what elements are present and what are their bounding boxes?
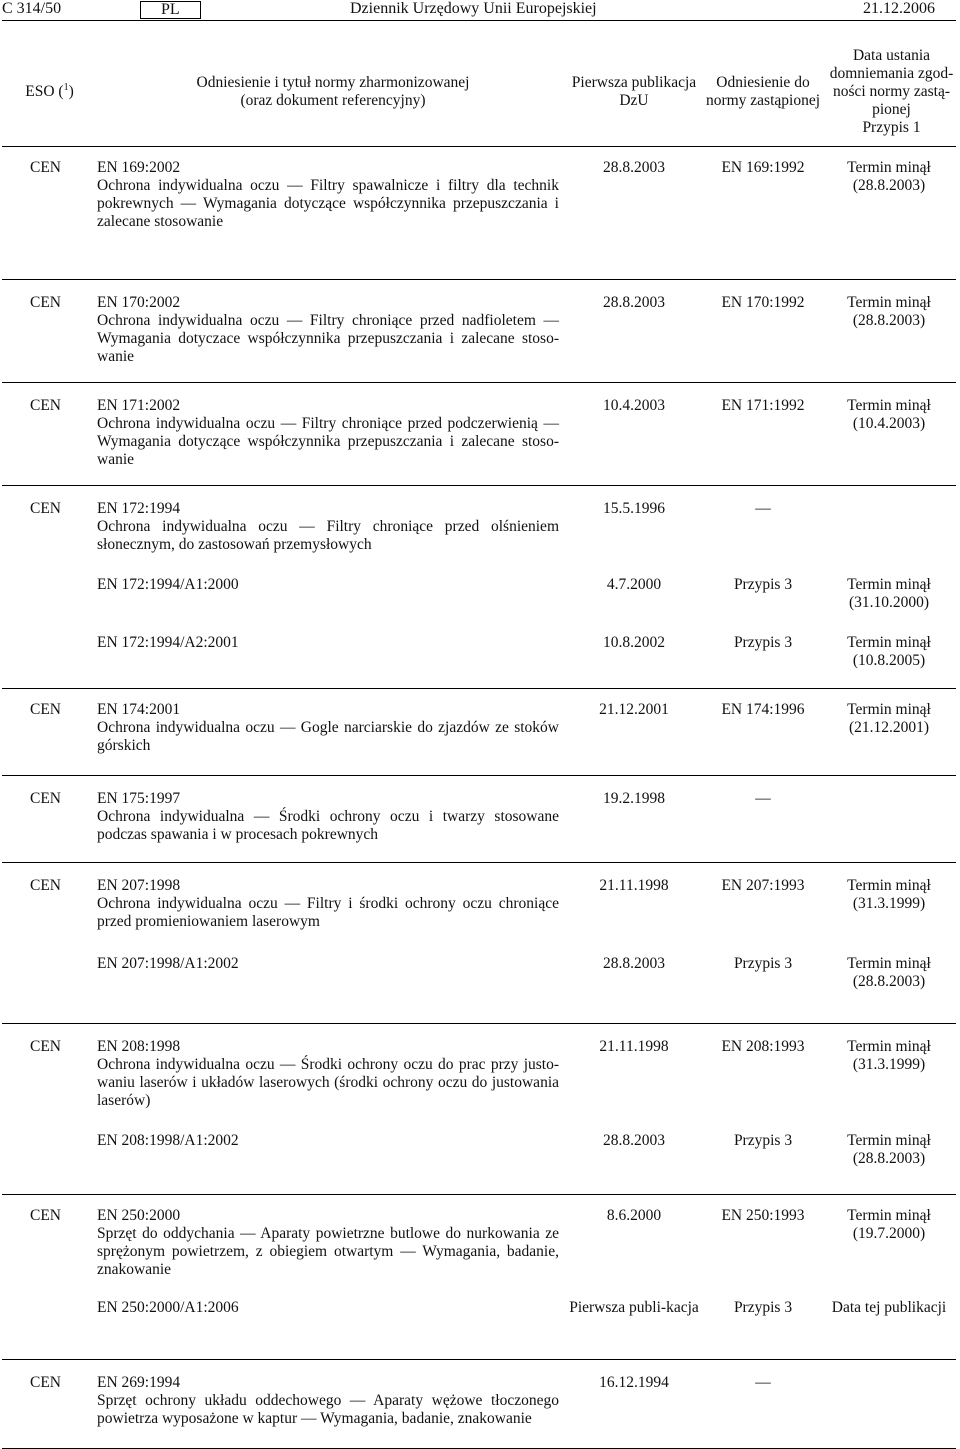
standard-entry — [2, 790, 956, 862]
superseded-standard: EN 170:1992 — [721, 294, 805, 311]
standard-reference: EN 174:2001 — [97, 701, 181, 718]
standard-title: Ochrona indywidualna oczu — Gogle narciarskie do zjazdów ze stoków górskich — [97, 719, 559, 754]
table-row — [2, 776, 956, 863]
standard-title-cell — [97, 576, 559, 594]
first-publication-date: 10.8.2002 — [603, 634, 665, 651]
standard-entry — [2, 159, 956, 279]
standard-reference: EN 175:1997 — [97, 790, 181, 807]
standard-entry — [2, 500, 956, 576]
first-publication-date: 21.12.2001 — [599, 701, 669, 718]
cessation-status: Termin minął — [847, 159, 931, 176]
table-row — [2, 280, 956, 383]
cessation-date: (10.4.2003) — [852, 415, 926, 432]
standard-reference: EN 208:1998/A1:2002 — [97, 1132, 239, 1149]
cessation-date: (28.8.2003) — [852, 177, 926, 194]
standard-reference: EN 208:1998 — [97, 1038, 181, 1055]
cessation-date: (31.3.1999) — [852, 1056, 926, 1073]
table-row — [2, 147, 956, 280]
superseded-standard: Przypis 3 — [733, 955, 793, 972]
cessation-date: (19.7.2000) — [852, 1225, 926, 1242]
standard-reference: EN 250:2000/A1:2006 — [97, 1299, 239, 1316]
standard-title-cell — [97, 1299, 559, 1317]
standard-title-cell — [97, 1038, 559, 1110]
page-reference: C 314/50 — [2, 0, 62, 17]
first-publication-date: 28.8.2003 — [603, 955, 665, 972]
cessation-date-cell — [822, 1207, 956, 1243]
standard-reference: EN 170:2002 — [97, 294, 181, 311]
first-publication-date: 19.2.1998 — [603, 790, 665, 807]
table-row — [2, 486, 956, 689]
standard-reference: EN 250:2000 — [97, 1207, 181, 1224]
cessation-date-cell — [822, 159, 956, 195]
cessation-date-cell — [822, 1132, 956, 1168]
superseded-standard: — — [755, 1374, 771, 1391]
standard-entry — [2, 877, 956, 955]
eso-cell: CEN — [30, 500, 61, 517]
table-body — [2, 147, 956, 1449]
superseded-standard: EN 171:1992 — [721, 397, 805, 414]
first-publication-date: 15.5.1996 — [603, 500, 665, 517]
cessation-status: Data tej publikacji — [831, 1299, 947, 1316]
standard-title: Ochrona indywidualna oczu — Filtry spawalnicze i filtry dla technik pokrewnych — Wymagania dotyczące współczynnika przepuszczania i zalecane stosowanie — [97, 177, 559, 230]
page-header — [2, 0, 956, 21]
superseded-standard: — — [755, 790, 771, 807]
standard-entry — [2, 701, 956, 775]
superseded-standard: Przypis 3 — [733, 1299, 793, 1316]
language-code: PL — [140, 1, 201, 19]
standard-title: Sprzęt do oddychania — Aparaty powietrzne butlowe do nurkowania ze sprężonym powietrzem, z obiegiem otwartym — Wymagania, badanie, znakowanie — [97, 1225, 559, 1278]
cessation-date-cell — [822, 701, 956, 737]
standard-entry — [2, 1207, 956, 1299]
standard-entry — [2, 1132, 956, 1194]
superseded-standard: EN 250:1993 — [721, 1207, 805, 1224]
eso-cell: CEN — [30, 877, 61, 894]
cessation-date-cell — [822, 1299, 956, 1317]
standard-title-cell — [97, 877, 559, 931]
first-publication-date: 10.4.2003 — [603, 397, 665, 414]
standard-title-cell — [97, 397, 559, 469]
standard-entry — [2, 576, 956, 634]
eso-cell: CEN — [30, 790, 61, 807]
superseded-standard: EN 174:1996 — [721, 701, 805, 718]
standard-entry — [2, 955, 956, 1023]
standard-title: Sprzęt ochrony układu oddechowego — Aparaty wężowe tłoczonego powietrza wyposażone w kaptur — Wymagania, badanie, znakowanie — [97, 1392, 559, 1427]
standards-table — [2, 38, 956, 1449]
first-publication-date: Pierwsza publi-kacja — [569, 1299, 699, 1316]
cessation-date-cell — [822, 576, 956, 612]
standard-title: Ochrona indywidualna oczu — Filtry i środki ochrony oczu chroniące przed promieniowaniem laserowym — [97, 895, 559, 930]
cessation-date: (28.8.2003) — [852, 973, 926, 990]
eso-cell: CEN — [30, 397, 61, 414]
cessation-date: (28.8.2003) — [852, 1150, 926, 1167]
standard-title: Ochrona indywidualna oczu — Środki ochrony oczu do prac przy justo-waniu laserów i układów laserowych (środki ochrony oczu do justowania laserów) — [97, 1056, 559, 1109]
standard-reference: EN 171:2002 — [97, 397, 181, 414]
cessation-date: (31.3.1999) — [852, 895, 926, 912]
eso-cell: CEN — [30, 701, 61, 718]
column-header-eso: ESO ($^1$) — [25, 81, 74, 100]
standard-title-cell — [97, 159, 559, 231]
publication-date: 21.12.2006 — [863, 0, 935, 17]
eso-cell: CEN — [30, 1207, 61, 1224]
standard-title: Ochrona indywidualna oczu — Filtry chroniące przed podczerwienią — Wymagania dotyczące współczynnika przepuszczania i zalecane stoso-wanie — [97, 415, 559, 468]
table-row — [2, 1360, 956, 1449]
journal-title: Dziennik Urzędowy Unii Europejskiej — [350, 0, 597, 17]
standard-entry — [2, 1299, 956, 1359]
column-header-first-publication: Pierwsza publikacja DzU — [571, 74, 697, 109]
cessation-status: Termin minął — [847, 397, 931, 414]
superseded-standard: EN 208:1993 — [721, 1038, 805, 1055]
first-publication-date: 8.6.2000 — [606, 1207, 662, 1224]
standard-title-cell — [97, 500, 559, 554]
cessation-status: Termin minął — [847, 634, 931, 651]
standard-reference: EN 269:1994 — [97, 1374, 181, 1391]
table-row — [2, 1024, 956, 1195]
table-header-row — [2, 38, 956, 147]
superseded-standard: Przypis 3 — [733, 576, 793, 593]
standard-title: Ochrona indywidualna oczu — Filtry chroniące przed nadfioletem — Wymagania dotyczace współczynnika przepuszczania i zalecane stoso-wanie — [97, 312, 559, 365]
standard-reference: EN 207:1998 — [97, 877, 181, 894]
cessation-status: Termin minął — [847, 1132, 931, 1149]
cessation-date-cell — [822, 1038, 956, 1074]
cessation-status: Termin minął — [847, 294, 931, 311]
superseded-standard: EN 169:1992 — [721, 159, 805, 176]
cessation-status: Termin minął — [847, 1038, 931, 1055]
standard-title-cell — [97, 955, 559, 973]
table-row — [2, 863, 956, 1024]
cessation-date-cell — [822, 877, 956, 913]
cessation-date: (31.10.2000) — [848, 594, 930, 611]
standard-entry — [2, 294, 956, 382]
first-publication-date: 21.11.1998 — [599, 877, 669, 894]
standard-entry — [2, 634, 956, 688]
table-row — [2, 1195, 956, 1360]
cessation-date: (28.8.2003) — [852, 312, 926, 329]
cessation-status: Termin minął — [847, 955, 931, 972]
cessation-date-cell — [822, 634, 956, 670]
cessation-status: Termin minął — [847, 877, 931, 894]
first-publication-date: 4.7.2000 — [606, 576, 662, 593]
table-row — [2, 383, 956, 486]
column-header-cessation-date: Data ustania domniemania zgod- ności normy zastą- pionej Przypis 1 — [829, 47, 954, 136]
first-publication-date: 28.8.2003 — [603, 294, 665, 311]
cessation-status: Termin minął — [847, 576, 931, 593]
superseded-standard: Przypis 3 — [733, 1132, 793, 1149]
standard-reference: EN 169:2002 — [97, 159, 181, 176]
standard-entry — [2, 1038, 956, 1132]
column-header-title: Odniesienie i tytuł normy zharmonizowanej (oraz dokument referencyjny) — [196, 74, 470, 109]
standard-title-cell — [97, 790, 559, 844]
standard-title-cell — [97, 294, 559, 366]
superseded-standard: EN 207:1993 — [721, 877, 805, 894]
cessation-date-cell — [822, 397, 956, 433]
standard-reference: EN 207:1998/A1:2002 — [97, 955, 239, 972]
standard-reference: EN 172:1994/A1:2000 — [97, 576, 239, 593]
standard-title-cell — [97, 1207, 559, 1279]
eso-cell: CEN — [30, 1038, 61, 1055]
eso-cell: CEN — [30, 159, 61, 176]
standard-title: Ochrona indywidualna — Środki ochrony oczu i twarzy stosowane podczas spawania i w procesach pokrewnych — [97, 808, 559, 843]
cessation-status: Termin minął — [847, 701, 931, 718]
first-publication-date: 16.12.1994 — [599, 1374, 669, 1391]
eso-cell: CEN — [30, 1374, 61, 1391]
standard-title-cell — [97, 1132, 559, 1150]
first-publication-date: 28.8.2003 — [603, 159, 665, 176]
standard-entry — [2, 1374, 956, 1448]
column-header-superseded: Odniesienie do normy zastąpionej — [705, 74, 821, 109]
eso-cell: CEN — [30, 294, 61, 311]
standard-reference: EN 172:1994 — [97, 500, 181, 517]
cessation-date: (21.12.2001) — [848, 719, 930, 736]
first-publication-date: 21.11.1998 — [599, 1038, 669, 1055]
standard-title: Ochrona indywidualna oczu — Filtry chroniące przed olśnieniem słonecznym, do zastosowań przemysłowych — [97, 518, 559, 553]
cessation-date-cell — [822, 294, 956, 330]
standard-title-cell — [97, 634, 559, 652]
footnote-marker: 1 — [63, 81, 69, 93]
standard-reference: EN 172:1994/A2:2001 — [97, 634, 239, 651]
cessation-date: (10.8.2005) — [852, 652, 926, 669]
cessation-date-cell — [822, 955, 956, 991]
cessation-status: Termin minął — [847, 1207, 931, 1224]
standard-title-cell — [97, 1374, 559, 1428]
superseded-standard: Przypis 3 — [733, 634, 793, 651]
standard-entry — [2, 397, 956, 485]
first-publication-date: 28.8.2003 — [603, 1132, 665, 1149]
standard-title-cell — [97, 701, 559, 755]
superseded-standard: — — [755, 500, 771, 517]
table-row — [2, 689, 956, 776]
